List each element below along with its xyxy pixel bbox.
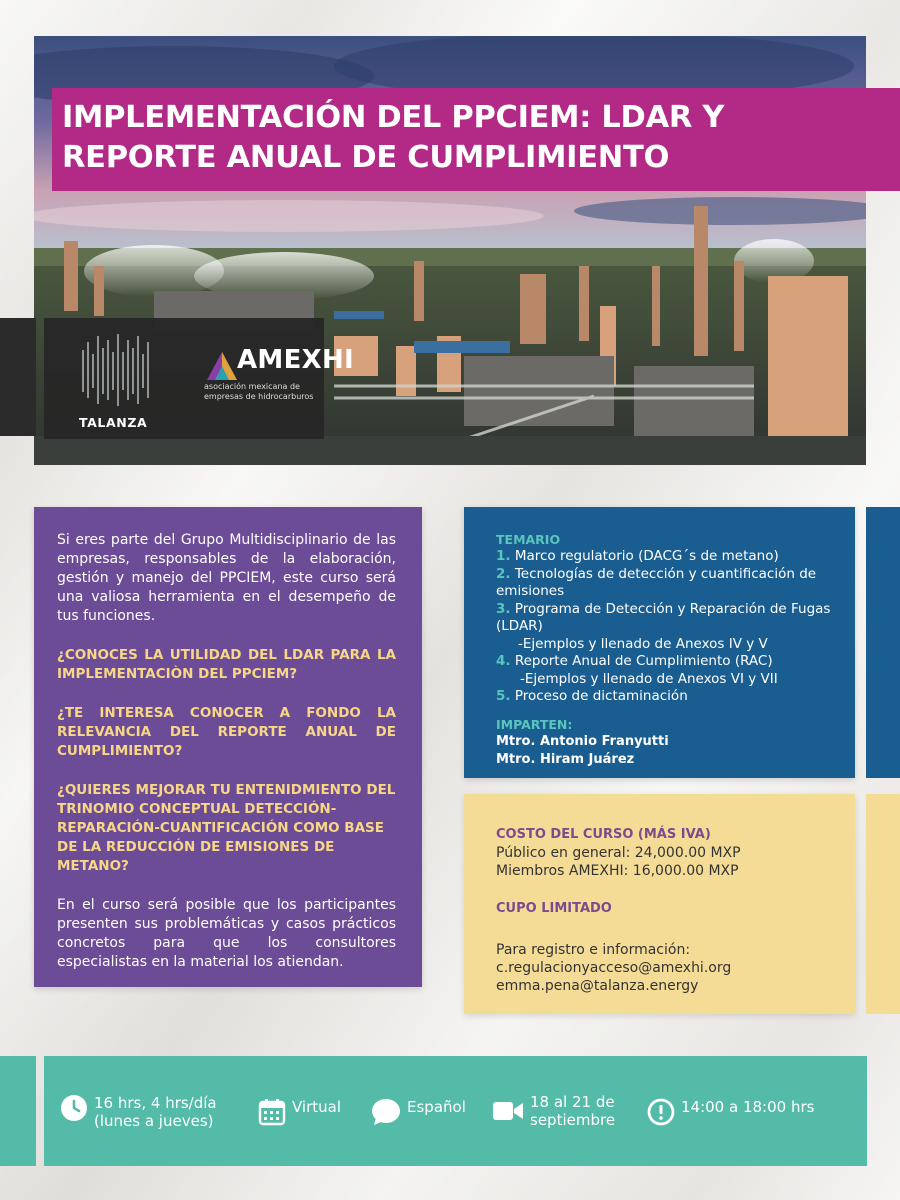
teal-edge-block <box>0 1056 36 1166</box>
calendar-icon <box>258 1098 286 1126</box>
contact-email-amexhi[interactable]: c.regulacionyacceso@amexhi.org <box>496 960 732 976</box>
topic-number: 5. <box>496 688 511 704</box>
question-reporte: ¿TE INTERESA CONOCER A FONDO LA RELEVANCIA DEL REPORTE ANUAL DE CUMPLIMIENTO? <box>57 705 396 759</box>
imparten-heading: IMPARTEN: <box>496 716 573 732</box>
topic-item <box>496 548 835 566</box>
topic-number: 2. <box>496 565 511 582</box>
topic-text: Marco regulatorio (DACG´s de metano) <box>514 548 779 564</box>
contact-email-talanza[interactable]: emma.pena@talanza.energy <box>496 978 699 994</box>
teacher-name: Mtro. Hiram Juárez <box>496 751 635 767</box>
topic-item <box>496 601 835 636</box>
registration-label: Para registro e información: <box>496 942 691 958</box>
clock-icon <box>60 1094 88 1122</box>
topic-item <box>496 653 835 671</box>
topic-number: 4. <box>496 653 511 669</box>
speech-bubble-icon <box>371 1098 401 1126</box>
title-line-2: REPORTE ANUAL DE CUMPLIMIENTO <box>62 140 670 175</box>
alert-icon <box>647 1098 675 1126</box>
video-camera-icon <box>492 1099 524 1123</box>
topic-item <box>496 688 835 706</box>
yellow-edge-block <box>866 794 900 1014</box>
topic-item <box>496 566 835 601</box>
talanza-logo-text: TALANZA <box>79 415 148 430</box>
question-trinomio: ¿QUIERES MEJORAR TU ENTENIDMIENTO DEL TRINOMIO CONCEPTUAL DETECCIÓN-REPARACIÓN-CUANTIFICACIÓN COMO BASE DE LA REDUCCIÓN DE EMISIONES DE METANO? <box>57 782 396 874</box>
price-members: Miembros AMEXHI: 16,000.00 MXP <box>496 863 739 879</box>
topic-subitem: -Ejemplos y llenado de Anexos VI y VII <box>520 670 778 687</box>
blue-edge-block <box>866 507 900 778</box>
language-info <box>371 1098 466 1126</box>
price-general: Público en general: 24,000.00 MXP <box>496 845 741 861</box>
dates-info <box>492 1093 615 1129</box>
schedule-info <box>647 1098 814 1126</box>
topic-text: Proceso de dictaminación <box>514 688 688 704</box>
course-title <box>62 98 900 178</box>
temario-heading: TEMARIO <box>496 532 561 547</box>
schedule-text: 14:00 a 18:00 hrs <box>681 1098 815 1116</box>
teacher-name: Mtro. Antonio Franyutti <box>496 733 669 749</box>
dates-month: septiembre <box>530 1111 616 1129</box>
topic-number: 1. <box>496 548 511 564</box>
duration-hours: 16 hrs, 4 hrs/día <box>94 1094 217 1112</box>
left-accent-block <box>0 318 36 436</box>
cost-heading: COSTO DEL CURSO (MÁS IVA) <box>496 827 711 842</box>
topic-text: Programa de Detección y Reparación de Fugas (LDAR) <box>496 600 831 634</box>
topic-number: 3. <box>496 600 511 617</box>
topic-text: Reporte Anual de Cumplimiento (RAC) <box>514 653 773 669</box>
dates-range: 18 al 21 de <box>530 1093 615 1111</box>
title-banner <box>52 88 900 191</box>
title-line-1: IMPLEMENTACIÓN DEL PPCIEM: LDAR Y <box>62 100 725 135</box>
intro-card <box>34 507 422 987</box>
cost-card <box>464 794 855 1014</box>
topic-subitem: -Ejemplos y llenado de Anexos IV y V <box>518 635 768 652</box>
intro-paragraph: Si eres parte del Grupo Multidisciplinario de las empresas, responsables de la elaboración, gestión y manejo del PPCIEM, este curso será una valiosa herramienta en el desempeño de tus funciones. <box>57 532 396 624</box>
duration-days: (lunes a jueves) <box>94 1112 214 1130</box>
logo-panel <box>44 318 355 439</box>
amexhi-logo-text: AMEXHI <box>237 345 355 375</box>
modality-text: Virtual <box>292 1098 342 1116</box>
limited-seats: CUPO LIMITADO <box>496 901 612 916</box>
duration-info <box>60 1094 217 1130</box>
amexhi-tagline: asociación mexicana de empresas de hidrocarburos <box>204 382 314 401</box>
modality-info <box>258 1098 341 1126</box>
closing-paragraph: En el curso será posible que los participantes presenten sus problemáticas y casos prácticos concretos para que los consultores especialistas en la material los atiendan. <box>57 897 396 970</box>
topic-text: Tecnologías de detección y cuantificación de emisiones <box>496 565 817 599</box>
talanza-logo-icon <box>77 332 157 412</box>
temario-card <box>464 507 855 778</box>
details-footer <box>44 1056 867 1166</box>
language-text: Español <box>407 1098 466 1116</box>
amexhi-logo-icon <box>205 350 239 382</box>
question-ldar: ¿CONOCES LA UTILIDAD DEL LDAR PARA LA IMPLEMENTACIÒN DEL PPCIEM? <box>57 647 396 682</box>
